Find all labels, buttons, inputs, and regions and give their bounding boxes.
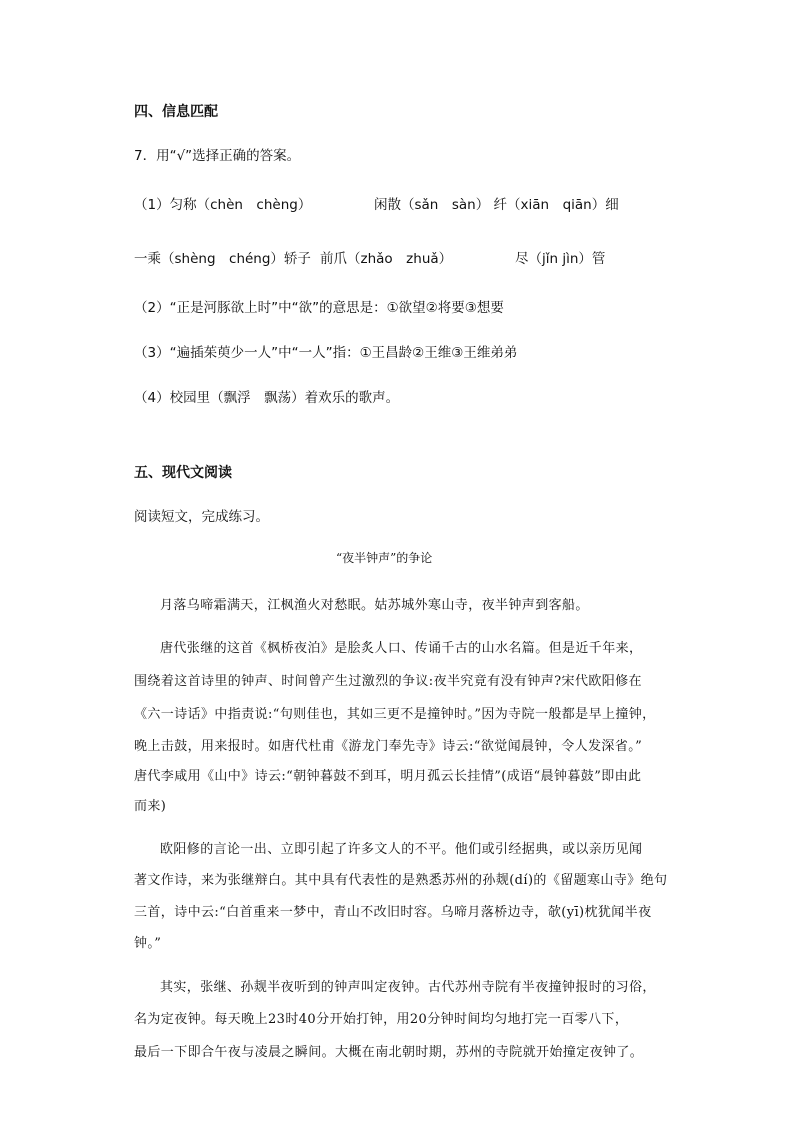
question-1-row-2-right: 尽（jǐn jìn）管 <box>515 251 606 267</box>
article-line: 三首，诗中云:“白首重来一梦中，青山不改旧时容。乌啼月落桥边寺，欹(yī)枕犹闻半夜 <box>134 905 652 920</box>
article-line: 钟。” <box>134 936 162 951</box>
article-line: 其实，张继、孙觌半夜听到的钟声叫定夜钟。古代苏州寺院有半夜撞钟报时的习俗， <box>160 980 656 995</box>
article-line: 欧阳修的言论一出、立即引起了许多文人的不平。他们或引经据典，或以亲历见闻 <box>160 842 643 857</box>
section-five-heading: 五、现代文阅读 <box>134 465 232 481</box>
article-line: 晚上击鼓，用来报时。如唐代杜甫《游龙门奉先寺》诗云:“欲觉闻晨钟，令人发深省。” <box>134 739 643 754</box>
question-1-row-2-middle: 前爪（zhǎo zhuǎ） <box>320 251 453 267</box>
question-3: （3）“遍插茱萸少一人”中“一人”指：①王昌龄②王维③王维弟弟 <box>134 345 518 361</box>
article-line: 唐代李咸用《山中》诗云:“朝钟暮鼓不到耳，明月孤云长挂情”(成语“晨钟暮鼓”即由此 <box>134 769 642 784</box>
question-1-row-1-left: （1）匀称（chèn chèng） <box>134 197 312 213</box>
question-1-row-2-left: 一乘（shèng chéng）轿子 <box>134 251 311 267</box>
section-four-heading: 四、信息匹配 <box>134 104 218 120</box>
question-4: （4）校园里（飘浮 飘荡）着欢乐的歌声。 <box>134 390 400 406</box>
article-line: 围绕着这首诗里的钟声、时间曾产生过激烈的争议:夜半究竟有没有钟声?宋代欧阳修在 <box>134 674 642 689</box>
article-line: 最后一下即合午夜与凌晨之瞬间。大概在南北朝时期，苏州的寺院就开始撞定夜钟了。 <box>134 1045 644 1060</box>
question-7-prompt: 7．用“√”选择正确的答案。 <box>134 148 301 164</box>
question-1-row-1-right: 闲散（sǎn sàn） 纤（xiān qiān）细 <box>374 197 619 213</box>
reading-intro: 阅读短文，完成练习。 <box>134 509 269 525</box>
article-line: 著文作诗，来为张继辩白。其中具有代表性的是熟悉苏州的孙觌(dí)的《留题寒山寺》绝句 <box>134 873 668 888</box>
article-line: 名为定夜钟。每天晚上23时40分开始打钟，用20分钟时间均匀地打完一百零八下， <box>134 1012 629 1027</box>
article-title: “夜半钟声”的争论 <box>336 551 433 565</box>
article-line: 唐代张继的这首《枫桥夜泊》是脍炙人口、传诵千古的山水名篇。但是近千年来， <box>160 641 643 656</box>
article-line: 《六一诗话》中指责说:“句则佳也，其如三更不是撞钟时。”因为寺院一般都是早上撞钟， <box>134 707 656 722</box>
article-line: 而来) <box>134 799 167 814</box>
question-2: （2）“正是河豚欲上时”中“欲”的意思是：①欲望②将要③想要 <box>134 300 504 316</box>
article-line: 月落乌啼霜满天，江枫渔火对愁眠。姑苏城外寒山寺，夜半钟声到客船。 <box>160 598 589 613</box>
